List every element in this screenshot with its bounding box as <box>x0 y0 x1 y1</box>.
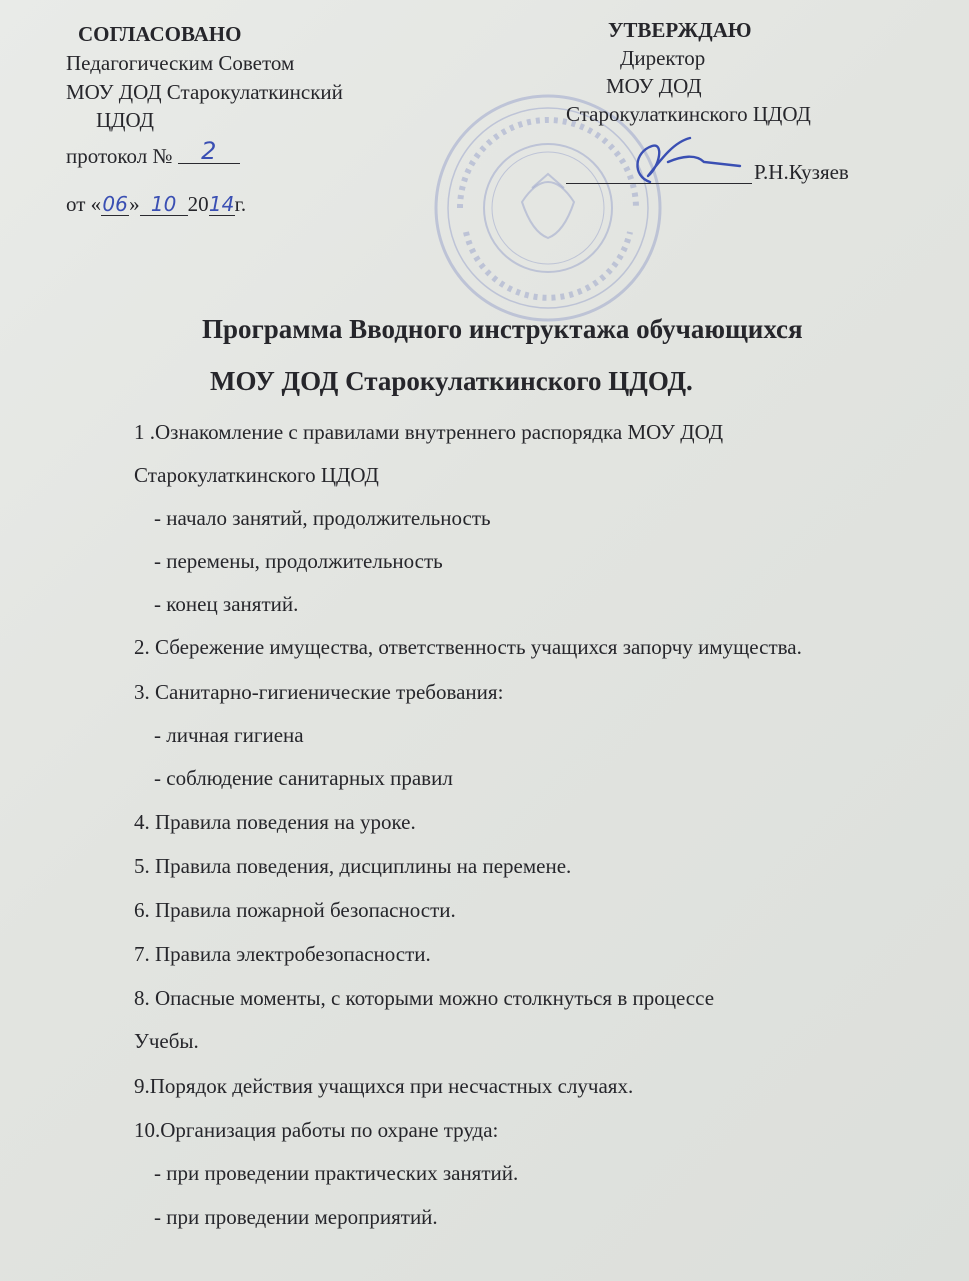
list-item: 2. Сбережение имущества, ответственность учащихся запорчу имущества. <box>134 635 802 659</box>
date-year-prefix: 20 <box>187 192 209 216</box>
document-title-line1: Программа Вводного инструктажа обучающихся <box>202 314 803 344</box>
list-item: - перемены, продолжительность <box>154 549 443 573</box>
list-item: - конец занятий. <box>154 592 299 616</box>
list-item: - личная гигиена <box>154 723 304 747</box>
list-item: - начало занятий, продолжительность <box>154 506 491 530</box>
approved-heading: УТВЕРЖДАЮ <box>608 18 752 42</box>
list-item: 6. Правила пожарной безопасности. <box>134 898 456 922</box>
agreed-line-institution: МОУ ДОД Старокулаткинский <box>66 80 343 104</box>
signature-line <box>566 183 752 184</box>
list-item: 8. Опасные моменты, с которыми можно столкнуться в процессе <box>134 986 715 1010</box>
list-item: 5. Правила поведения, дисциплины на перемене. <box>134 854 572 878</box>
approved-line-institution: МОУ ДОД <box>606 74 702 98</box>
date-year: 14 <box>208 192 235 216</box>
date-prefix: от « <box>66 192 102 216</box>
protocol-number-field <box>178 139 240 164</box>
date-month: 10 <box>150 192 177 216</box>
list-item: - при проведении практических занятий. <box>154 1161 519 1185</box>
agreed-line-center: ЦДОД <box>96 108 154 132</box>
list-item: 1 .Ознакомление с правилами внутреннего распорядка МОУ ДОД <box>134 420 724 444</box>
date-month-field <box>140 194 188 216</box>
list-item: 4. Правила поведения на уроке. <box>134 810 416 834</box>
list-item: 10.Организация работы по охране труда: <box>134 1118 499 1142</box>
date-suffix: г. <box>234 192 247 216</box>
list-item: - при проведении мероприятий. <box>154 1205 438 1229</box>
date-mid: » <box>129 192 140 216</box>
protocol-label: протокол № <box>66 144 173 168</box>
approved-line-center: Старокулаткинского ЦДОД <box>566 102 811 126</box>
round-seal-stamp <box>432 92 664 324</box>
list-item: Учебы. <box>134 1029 199 1053</box>
list-item: - соблюдение санитарных правил <box>154 766 453 790</box>
agreed-line-council: Педагогическим Советом <box>66 51 295 75</box>
list-item: 3. Санитарно-гигиенические требования: <box>134 680 504 704</box>
protocol-line <box>66 137 240 168</box>
list-item: Старокулаткинского ЦДОД <box>134 463 379 487</box>
director-name: Р.Н.Кузяев <box>754 160 849 184</box>
date-day: 06 <box>102 192 128 216</box>
agreed-heading: СОГЛАСОВАНО <box>78 22 242 46</box>
document-title-line2: МОУ ДОД Старокулаткинского ЦДОД. <box>210 366 693 396</box>
approved-line-director: Директор <box>620 46 706 70</box>
date-day-field <box>101 194 129 216</box>
date-line <box>66 194 246 216</box>
protocol-number: 2 <box>201 137 217 165</box>
list-item: 7. Правила электробезопасности. <box>134 942 431 966</box>
date-year-field <box>209 194 235 216</box>
list-item: 9.Порядок действия учащихся при несчастных случаях. <box>134 1074 634 1098</box>
